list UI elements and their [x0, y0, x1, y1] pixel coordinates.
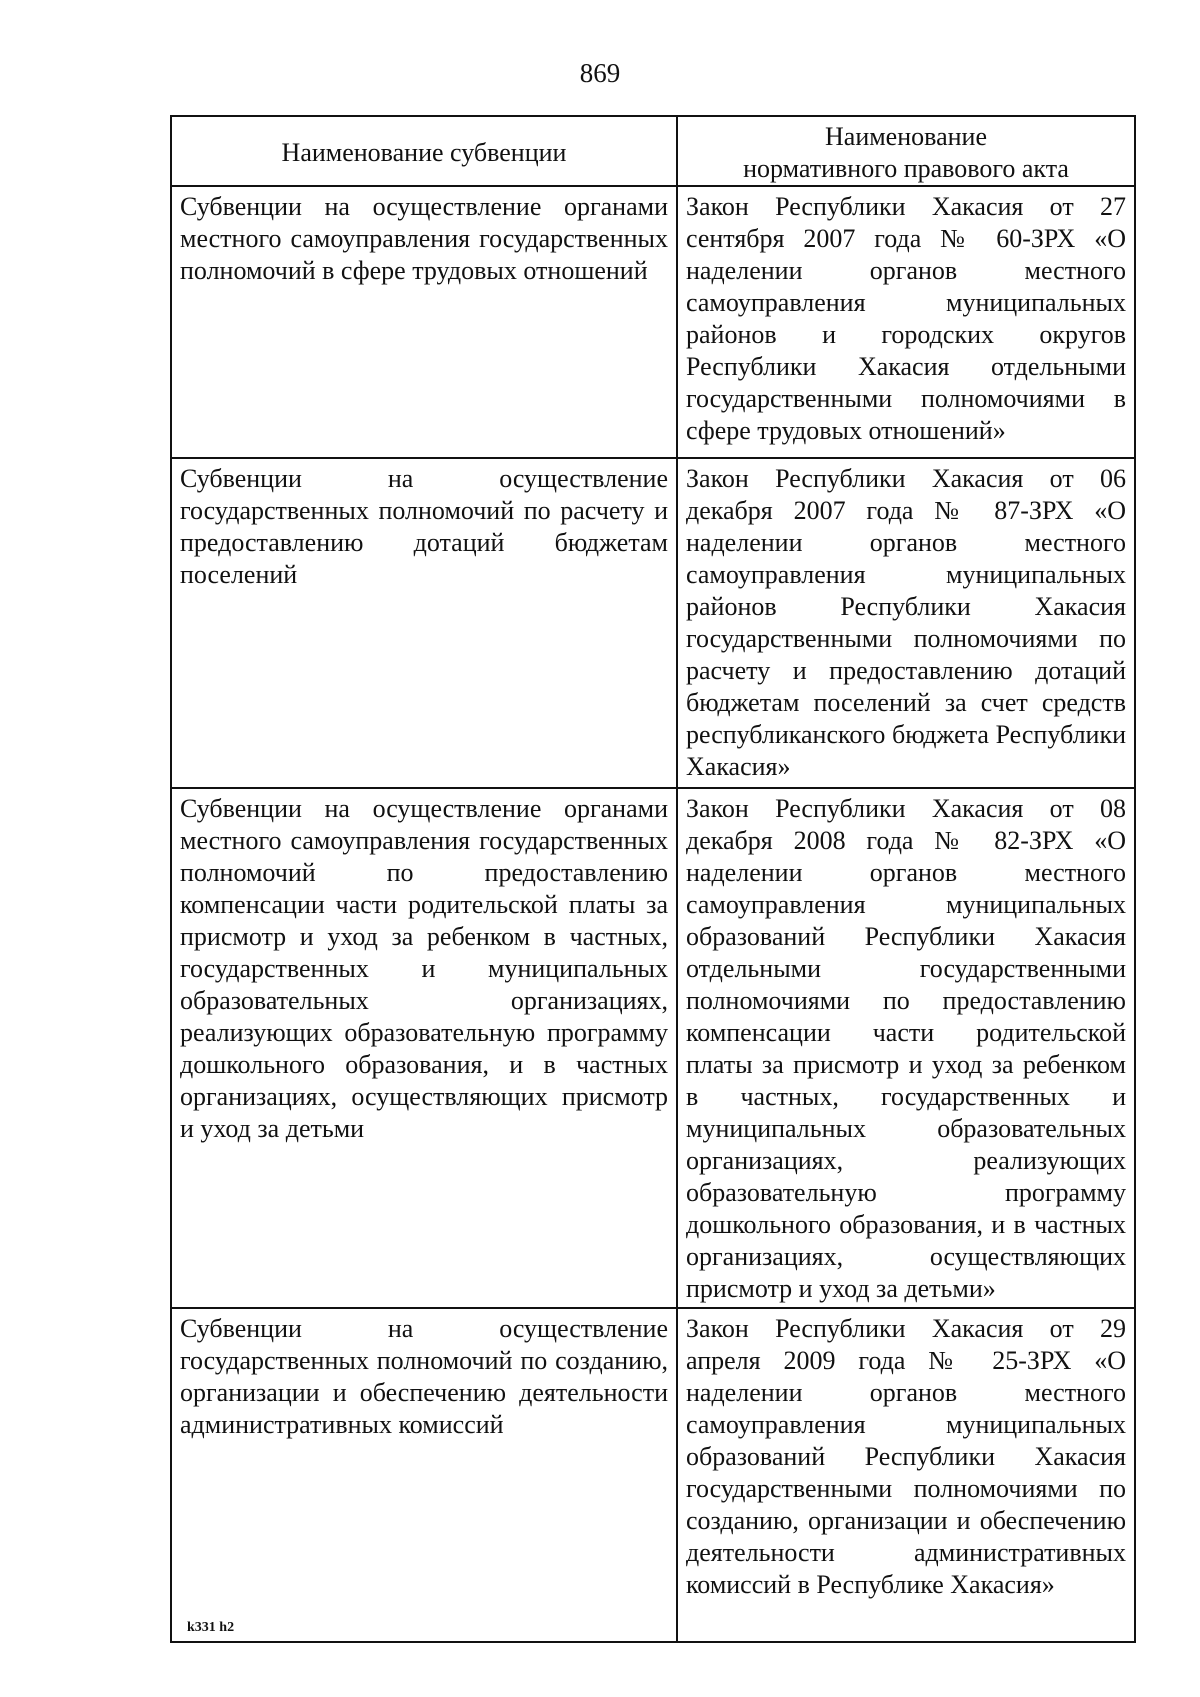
subventions-table	[170, 115, 1136, 1643]
table-row	[171, 788, 1135, 1308]
header-legal-act-line2: нормативного правового акта	[743, 154, 1069, 183]
table-row	[171, 1308, 1135, 1642]
table-row	[171, 458, 1135, 788]
page-number: 869	[579, 58, 621, 88]
header-legal-act-line1: Наименование	[825, 122, 987, 151]
legal-act-cell: Закон Республики Хакасия от 08 декабря 2008 года № 82-ЗРХ «О наделении органов местного самоуправления муниципальных образований Республики Хакасия отдельными государственными полномочиями по предоставлению компенсации части родительской платы за присмотр и уход за ребенком в частных, государственных и муниципальных образовательных организациях, реализующих образовательную программу дошкольного образования, и в частных организациях, осуществляющих присмотр и уход за детьми»	[677, 788, 1135, 1308]
header-subvention-name: Наименование субвенции	[171, 116, 677, 186]
legal-act-cell: Закон Республики Хакасия от 27 сентября 2007 года № 60-ЗРХ «О наделении органов местного самоуправления муниципальных районов и городских округов Республики Хакасия отдельными государственными полномочиями в сфере трудовых отношений»	[677, 186, 1135, 458]
legal-act-cell: Закон Республики Хакасия от 29 апреля 2009 года № 25-ЗРХ «О наделении органов местного самоуправления муниципальных образований Республики Хакасия государственными полномочиями по созданию, организации и обеспечению деятельности административных комиссий в Республике Хакасия»	[677, 1308, 1135, 1642]
table-header-row	[171, 116, 1135, 186]
header-legal-act	[677, 116, 1135, 186]
document-footer-code: k331 h2	[187, 1620, 235, 1635]
subvention-cell: Субвенции на осуществление органами местного самоуправления государственных полномочий в сфере трудовых отношений	[171, 186, 677, 458]
subvention-cell: Субвенции на осуществление органами местного самоуправления государственных полномочий по предоставлению компенсации части родительской платы за присмотр и уход за ребенком в частных, государственных и муниципальных образовательных организациях, реализующих образовательную программу дошкольного образования, и в частных организациях, осуществляющих присмотр и уход за детьми	[171, 788, 677, 1308]
subvention-cell: Субвенции на осуществление государственных полномочий по расчету и предоставлению дотаций бюджетам поселений	[171, 458, 677, 788]
table-row	[171, 186, 1135, 458]
legal-act-cell: Закон Республики Хакасия от 06 декабря 2007 года № 87-ЗРХ «О наделении органов местного самоуправления муниципальных районов Республики Хакасия государственными полномочиями по расчету и предоставлению дотаций бюджетам поселений за счет средств республиканского бюджета Республики Хакасия»	[677, 458, 1135, 788]
subvention-cell: Субвенции на осуществление государственных полномочий по созданию, организации и обеспечению деятельности административных комиссий	[171, 1308, 677, 1642]
